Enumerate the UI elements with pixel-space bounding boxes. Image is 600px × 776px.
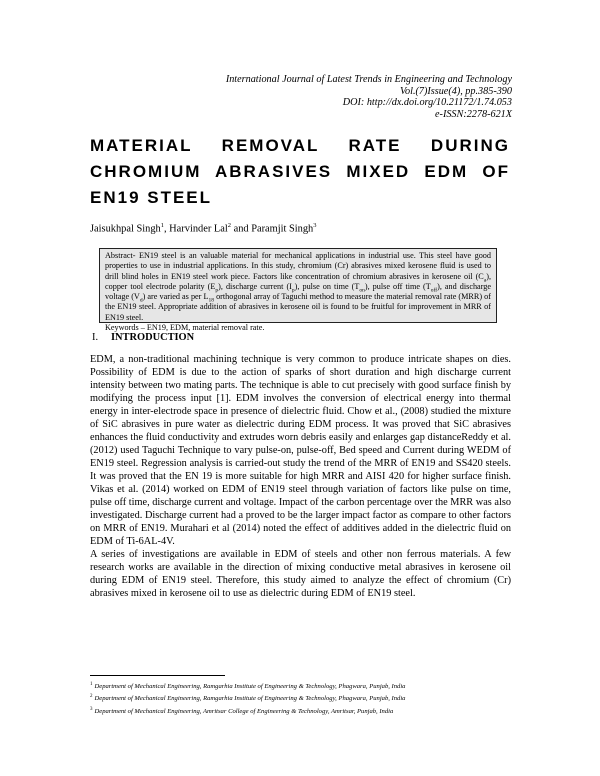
subscript: d [139, 297, 143, 304]
author-separator: and [231, 223, 252, 235]
footnote-divider [90, 675, 225, 676]
footnote-number: 1 [90, 682, 93, 687]
footnote-number: 3 [90, 706, 93, 712]
abstract-segment: ), pulse on time (T [294, 281, 360, 291]
footnote-text: Department of Mechanical Engineering, Ramgarhia Institute of Engineering & Technology, Phagwara, Punjab, India [94, 683, 406, 691]
intro-paragraph-1: EDM, a non-traditional machining technique is very common to produce intricate shapes on dies. Possibility of EDM is due to the action of sparks of short duration and high discharge current intensity between two mating parts. The technique is able to cut precisely with good surface finish by modifying the process input [1]. EDM involves the conversion of electrical energy into thermal energy in inter-electrode space in presence of dielectric fluid. Chow et al., (2008) studied the mixture of SiC abrasives in pure water as dielectric during EDM process. It was proved that SiC abrasives enhances the fluid conductivity and extrudes worn debris easily and enlarges gap distanceReddy et al. (2012) used Taguchi Technique to vary pulse-on, pulse-off, Bed speed and Current during WEDM of EN19 steel. Regression analysis is carried-out study the trend of the MRR of EN19 and SS420 steels. It was proved that the EN 19 is more suitable for high MRR and AISI 420 for higher surface finish. Vikas et al. (2014) worked on EDM of EN19 steel through variation of factors like pulse on time, pulse off time, discharge current and voltage. Impact of the carbon percentage over the MRR was also investigated. Discharge current had a proved to be the larger impact factor as compare to other factors on MRR of EN19. Murahari et al (2014) noted the effect of additives added in the dielectric fluid on EDM of Ti-6AL-4V. [90, 354, 511, 547]
author-3: Paramjit Singh [251, 223, 314, 235]
abstract-segment: orthogonal array of Taguchi method to measure the material removal rate (MRR) of the EN19 steel. Appropriate addition of abrasives in kerosene oil is found to be fruitful for improvement in MRR of EN19 steel. [105, 292, 491, 322]
paper-title [90, 133, 510, 211]
abstract-segment: ) are varied as per L [142, 292, 209, 302]
abstract-segment: ), copper tool electrode polarity (E [105, 271, 491, 291]
subscript: 18 [208, 297, 214, 304]
journal-doi[interactable]: DOI: http://dx.doi.org/10.21172/1.74.053 [342, 97, 512, 109]
subscript: off [430, 287, 438, 294]
abstract-segment: ), and discharge voltage (V [105, 281, 491, 302]
keywords: Keywords – EN19, EDM, material removal rate. [105, 323, 265, 333]
journal-name: International Journal of Latest Trends in Engineering and Technology [225, 74, 512, 85]
author-3-affiliation: 3 [313, 222, 317, 229]
abstract-segment: Abstract- EN19 steel is an valuable material for mechanical applications in industrial use. This steel have good properties to use in industrial applications. In this study, chromium (Cr) abrasives mixed kerosene fluid is used to drill blind holes in EN19 steel work piece. Factors like concentration of chromium abrasives in kerosene oil (C [105, 251, 491, 281]
footnote-text: Department of Mechanical Engineering, Amritsar College of Engineering & Technology, Amritsar, Punjab, India [94, 708, 394, 716]
title-line-2: CHROMIUM ABRASIVES MIXED EDM OF [90, 162, 510, 181]
abstract-text [105, 251, 491, 323]
abstract-box [99, 248, 497, 333]
abstract-segment: ), discharge current (I [218, 281, 292, 291]
abstract-segment: ), pulse off time (T [364, 281, 431, 291]
author-2: Harvinder Lal [169, 223, 228, 235]
introduction-body [90, 353, 511, 600]
author-separator: , [163, 223, 170, 235]
subscript: on [359, 287, 365, 294]
author-1-affiliation: 1 [160, 222, 164, 229]
footnote [90, 705, 520, 717]
author-list [90, 219, 510, 235]
footnote [90, 692, 520, 704]
section-heading-introduction [92, 332, 194, 343]
intro-paragraph-2: A series of investigations are available in EDM of steels and other non ferrous materials. A few research works are available in the direction of mixing conductive metal abrasives in kerosene oil during EDM of EN19 steel. Therefore, this study aimed to analyze the effect of chromium (Cr) abrasives mixed in kerosene oil to use as dielectric during EDM of EN19 steel. [90, 549, 511, 599]
title-line-1: MATERIAL REMOVAL RATE DURING [90, 136, 510, 155]
subscript: p [215, 287, 219, 294]
journal-volume: Vol.(7)Issue(4), pp.385-390 [399, 85, 512, 97]
author-1: Jaisukhpal Singh [90, 223, 161, 235]
section-title: INTRODUCTION [111, 332, 195, 343]
author-2-affiliation: 2 [227, 222, 231, 229]
subscript: a [483, 277, 487, 284]
journal-header [92, 74, 512, 120]
title-line-3: EN19 STEEL [90, 188, 213, 207]
journal-issn: e-ISSN:2278-621X [435, 108, 512, 120]
footnote-number: 2 [90, 694, 93, 700]
footnote [90, 680, 520, 692]
subscript: p [291, 287, 295, 294]
footnote-text: Department of Mechanical Engineering, Ramgarhia Institute of Engineering & Technology, Phagwara, Punjab, India [94, 695, 406, 703]
footnotes [90, 680, 520, 717]
section-number: I. [92, 332, 99, 343]
